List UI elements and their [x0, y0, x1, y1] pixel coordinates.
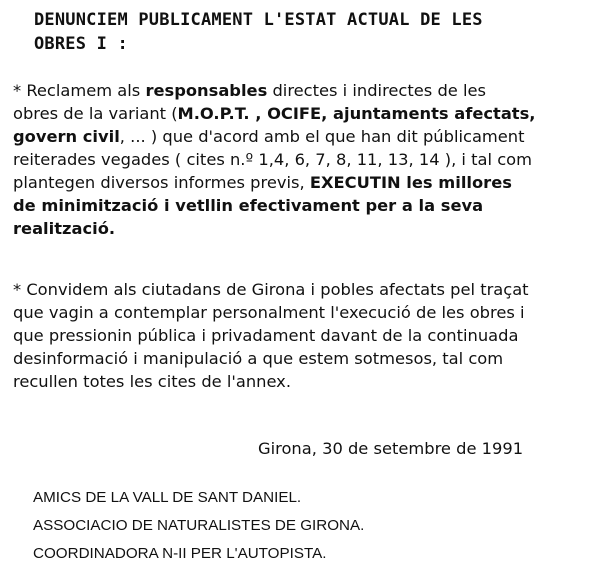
demand-paragraph — [13, 79, 588, 240]
heading-line-2: OBRES I : — [34, 34, 128, 54]
paragraph-line — [13, 125, 588, 148]
signatories-block — [33, 484, 364, 568]
paragraph-line — [13, 79, 588, 102]
paragraph-line: que vagin a contemplar personalment l'execució de les obres i — [13, 303, 525, 322]
bold-run: de minimització i vetllin efectivament per a la seva — [13, 196, 484, 215]
signatory: COORDINADORA N-II PER L'AUTOPISTA. — [33, 545, 327, 562]
heading-line-1: DENUNCIEM PUBLICAMENT L'ESTAT ACTUAL DE LES — [34, 10, 483, 30]
text-run: directes i indirectes de les — [267, 81, 486, 100]
date-line: Girona, 30 de setembre de 1991 — [258, 439, 524, 458]
paragraph-line — [13, 217, 588, 240]
paragraph-line: reiterades vegades ( cites n.º 1,4, 6, 7, 8, 11, 13, 14 ), i tal com — [13, 150, 532, 169]
document-heading — [34, 8, 574, 56]
paragraph-line: desinformació i manipulació a que estem sotmesos, tal com — [13, 349, 504, 368]
text-run: , ... ) que d'acord amb el que han dit públicament — [119, 127, 525, 146]
signatory: AMICS DE LA VALL DE SANT DANIEL. — [33, 489, 302, 506]
text-run: plantegen diversos informes previs, — [13, 173, 310, 192]
paragraph-line: recullen totes les cites de l'annex. — [13, 372, 291, 391]
bold-run: govern civil — [13, 127, 120, 146]
paragraph-line — [13, 102, 588, 125]
signatory: ASSOCIACIO DE NATURALISTES DE GIRONA. — [33, 517, 365, 534]
paragraph-line — [13, 194, 588, 217]
paragraph-line: * Convidem als ciutadans de Girona i pobles afectats pel traçat — [13, 280, 529, 299]
invitation-paragraph — [13, 278, 588, 393]
paragraph-line: que pressionin pública i privadament davant de la continuada — [13, 326, 519, 345]
bold-run: EXECUTIN les millores — [309, 173, 512, 192]
bold-run: realització. — [13, 219, 116, 238]
bold-run: M.O.P.T. , OCIFE, ajuntaments afectats, — [177, 104, 536, 123]
text-run: * Reclamem als — [13, 81, 146, 100]
paragraph-line — [13, 171, 588, 194]
bold-run: responsables — [145, 81, 268, 100]
text-run: obres de la variant ( — [13, 104, 178, 123]
